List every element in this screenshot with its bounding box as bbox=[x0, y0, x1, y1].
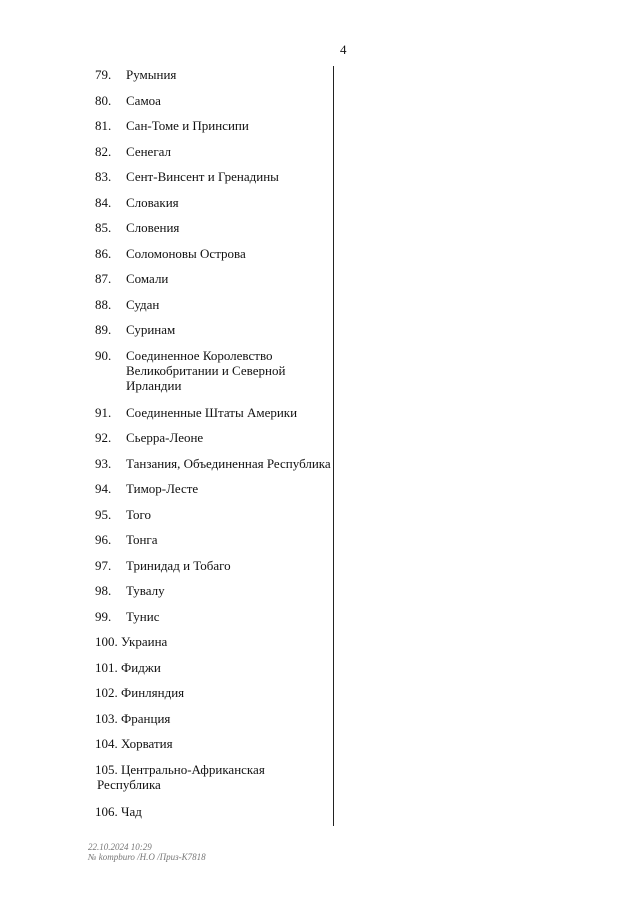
country-name: Финляндия bbox=[121, 685, 185, 700]
item-number: 100. bbox=[95, 634, 118, 649]
item-number: 81. bbox=[95, 118, 112, 133]
list-item bbox=[95, 507, 331, 522]
list-item bbox=[95, 634, 331, 649]
country-name: Сьерра-Леоне bbox=[126, 430, 204, 445]
item-number: 105. bbox=[95, 761, 118, 777]
country-name: Самоа bbox=[126, 92, 161, 108]
item-number: 91. bbox=[95, 404, 112, 420]
list-item bbox=[95, 297, 331, 312]
list-item bbox=[95, 405, 331, 420]
list-item bbox=[95, 220, 331, 235]
list-item bbox=[95, 736, 331, 751]
country-name: Судан bbox=[126, 296, 160, 312]
footer-timestamp: 22.10.2024 10:29 bbox=[88, 842, 152, 852]
list-item bbox=[95, 93, 331, 108]
item-number: 85. bbox=[95, 220, 112, 235]
country-name: Хорватия bbox=[121, 736, 173, 751]
item-number: 80. bbox=[95, 92, 112, 108]
country-name: Тимор-Лесте bbox=[126, 481, 199, 496]
list-item bbox=[95, 271, 331, 286]
country-name: Фиджи bbox=[121, 659, 161, 675]
item-number: 97. bbox=[95, 557, 112, 573]
country-name: Того bbox=[126, 506, 151, 522]
item-number: 95. bbox=[95, 506, 112, 522]
page-number: 4 bbox=[340, 42, 347, 57]
footer-file-ref: № kompburo /Н.О /Приз-К7818 bbox=[88, 852, 206, 862]
country-name: Сомали bbox=[126, 271, 169, 286]
list-item bbox=[95, 195, 331, 210]
country-name: Сенегал bbox=[126, 143, 172, 159]
item-number: 106. bbox=[95, 803, 118, 819]
list-item bbox=[95, 348, 331, 393]
item-number: 96. bbox=[95, 532, 112, 547]
list-item bbox=[95, 804, 331, 819]
item-number: 79. bbox=[95, 67, 112, 82]
list-item bbox=[95, 685, 331, 700]
country-name: Тринидад и Тобаго bbox=[126, 557, 231, 573]
country-name: Сент-Винсент и Гренадины bbox=[126, 169, 279, 184]
list-item bbox=[95, 532, 331, 547]
column-divider bbox=[333, 66, 334, 826]
list-item bbox=[95, 660, 331, 675]
country-name: Соединенные Штаты Америки bbox=[126, 404, 298, 420]
country-name-line2: Республика bbox=[97, 776, 161, 792]
list-item bbox=[95, 246, 331, 261]
item-number: 102. bbox=[95, 685, 118, 700]
item-number: 84. bbox=[95, 194, 112, 210]
item-number: 94. bbox=[95, 481, 112, 496]
item-number: 104. bbox=[95, 736, 118, 751]
country-name: Франция bbox=[121, 710, 171, 726]
country-name: Тонга bbox=[126, 532, 158, 547]
item-number: 92. bbox=[95, 430, 112, 445]
list-item bbox=[95, 430, 331, 445]
country-name: Тувалу bbox=[126, 583, 165, 598]
item-number: 103. bbox=[95, 710, 118, 726]
list-item bbox=[95, 456, 331, 471]
country-name-line1: Центрально-Африканская bbox=[121, 761, 265, 777]
list-item bbox=[95, 67, 331, 82]
item-number: 82. bbox=[95, 143, 112, 159]
item-number: 87. bbox=[95, 271, 112, 286]
list-item bbox=[95, 169, 331, 184]
item-number: 86. bbox=[95, 245, 112, 261]
country-name: Словения bbox=[126, 220, 180, 235]
item-number: 98. bbox=[95, 583, 112, 598]
list-item bbox=[95, 144, 331, 159]
item-number: 90. bbox=[95, 347, 112, 363]
list-item bbox=[95, 322, 331, 337]
country-name: Тунис bbox=[126, 608, 160, 624]
country-name bbox=[95, 762, 331, 792]
country-name: Танзания, Объединенная Республика bbox=[126, 455, 331, 471]
country-name: Соломоновы Острова bbox=[126, 245, 246, 261]
item-number: 101. bbox=[95, 659, 118, 675]
country-name: Сан-Томе и Принсипи bbox=[126, 118, 249, 133]
document-footer bbox=[88, 842, 206, 862]
list-item bbox=[95, 558, 331, 573]
item-number: 83. bbox=[95, 169, 112, 184]
country-name: Словакия bbox=[126, 194, 179, 210]
item-number: 99. bbox=[95, 608, 112, 624]
country-name: Украина bbox=[121, 634, 168, 649]
item-number: 93. bbox=[95, 455, 112, 471]
list-item bbox=[95, 711, 331, 726]
list-item bbox=[95, 118, 331, 133]
list-item bbox=[95, 762, 331, 792]
list-item bbox=[95, 609, 331, 624]
list-item bbox=[95, 583, 331, 598]
country-name: Румыния bbox=[126, 67, 177, 82]
item-number: 89. bbox=[95, 322, 112, 337]
country-name: Суринам bbox=[126, 322, 176, 337]
country-name: Соединенное Королевство Великобритании и Северной Ирландии bbox=[126, 347, 286, 393]
country-name: Чад bbox=[121, 803, 142, 819]
country-list bbox=[95, 67, 331, 829]
item-number: 88. bbox=[95, 296, 112, 312]
list-item bbox=[95, 481, 331, 496]
